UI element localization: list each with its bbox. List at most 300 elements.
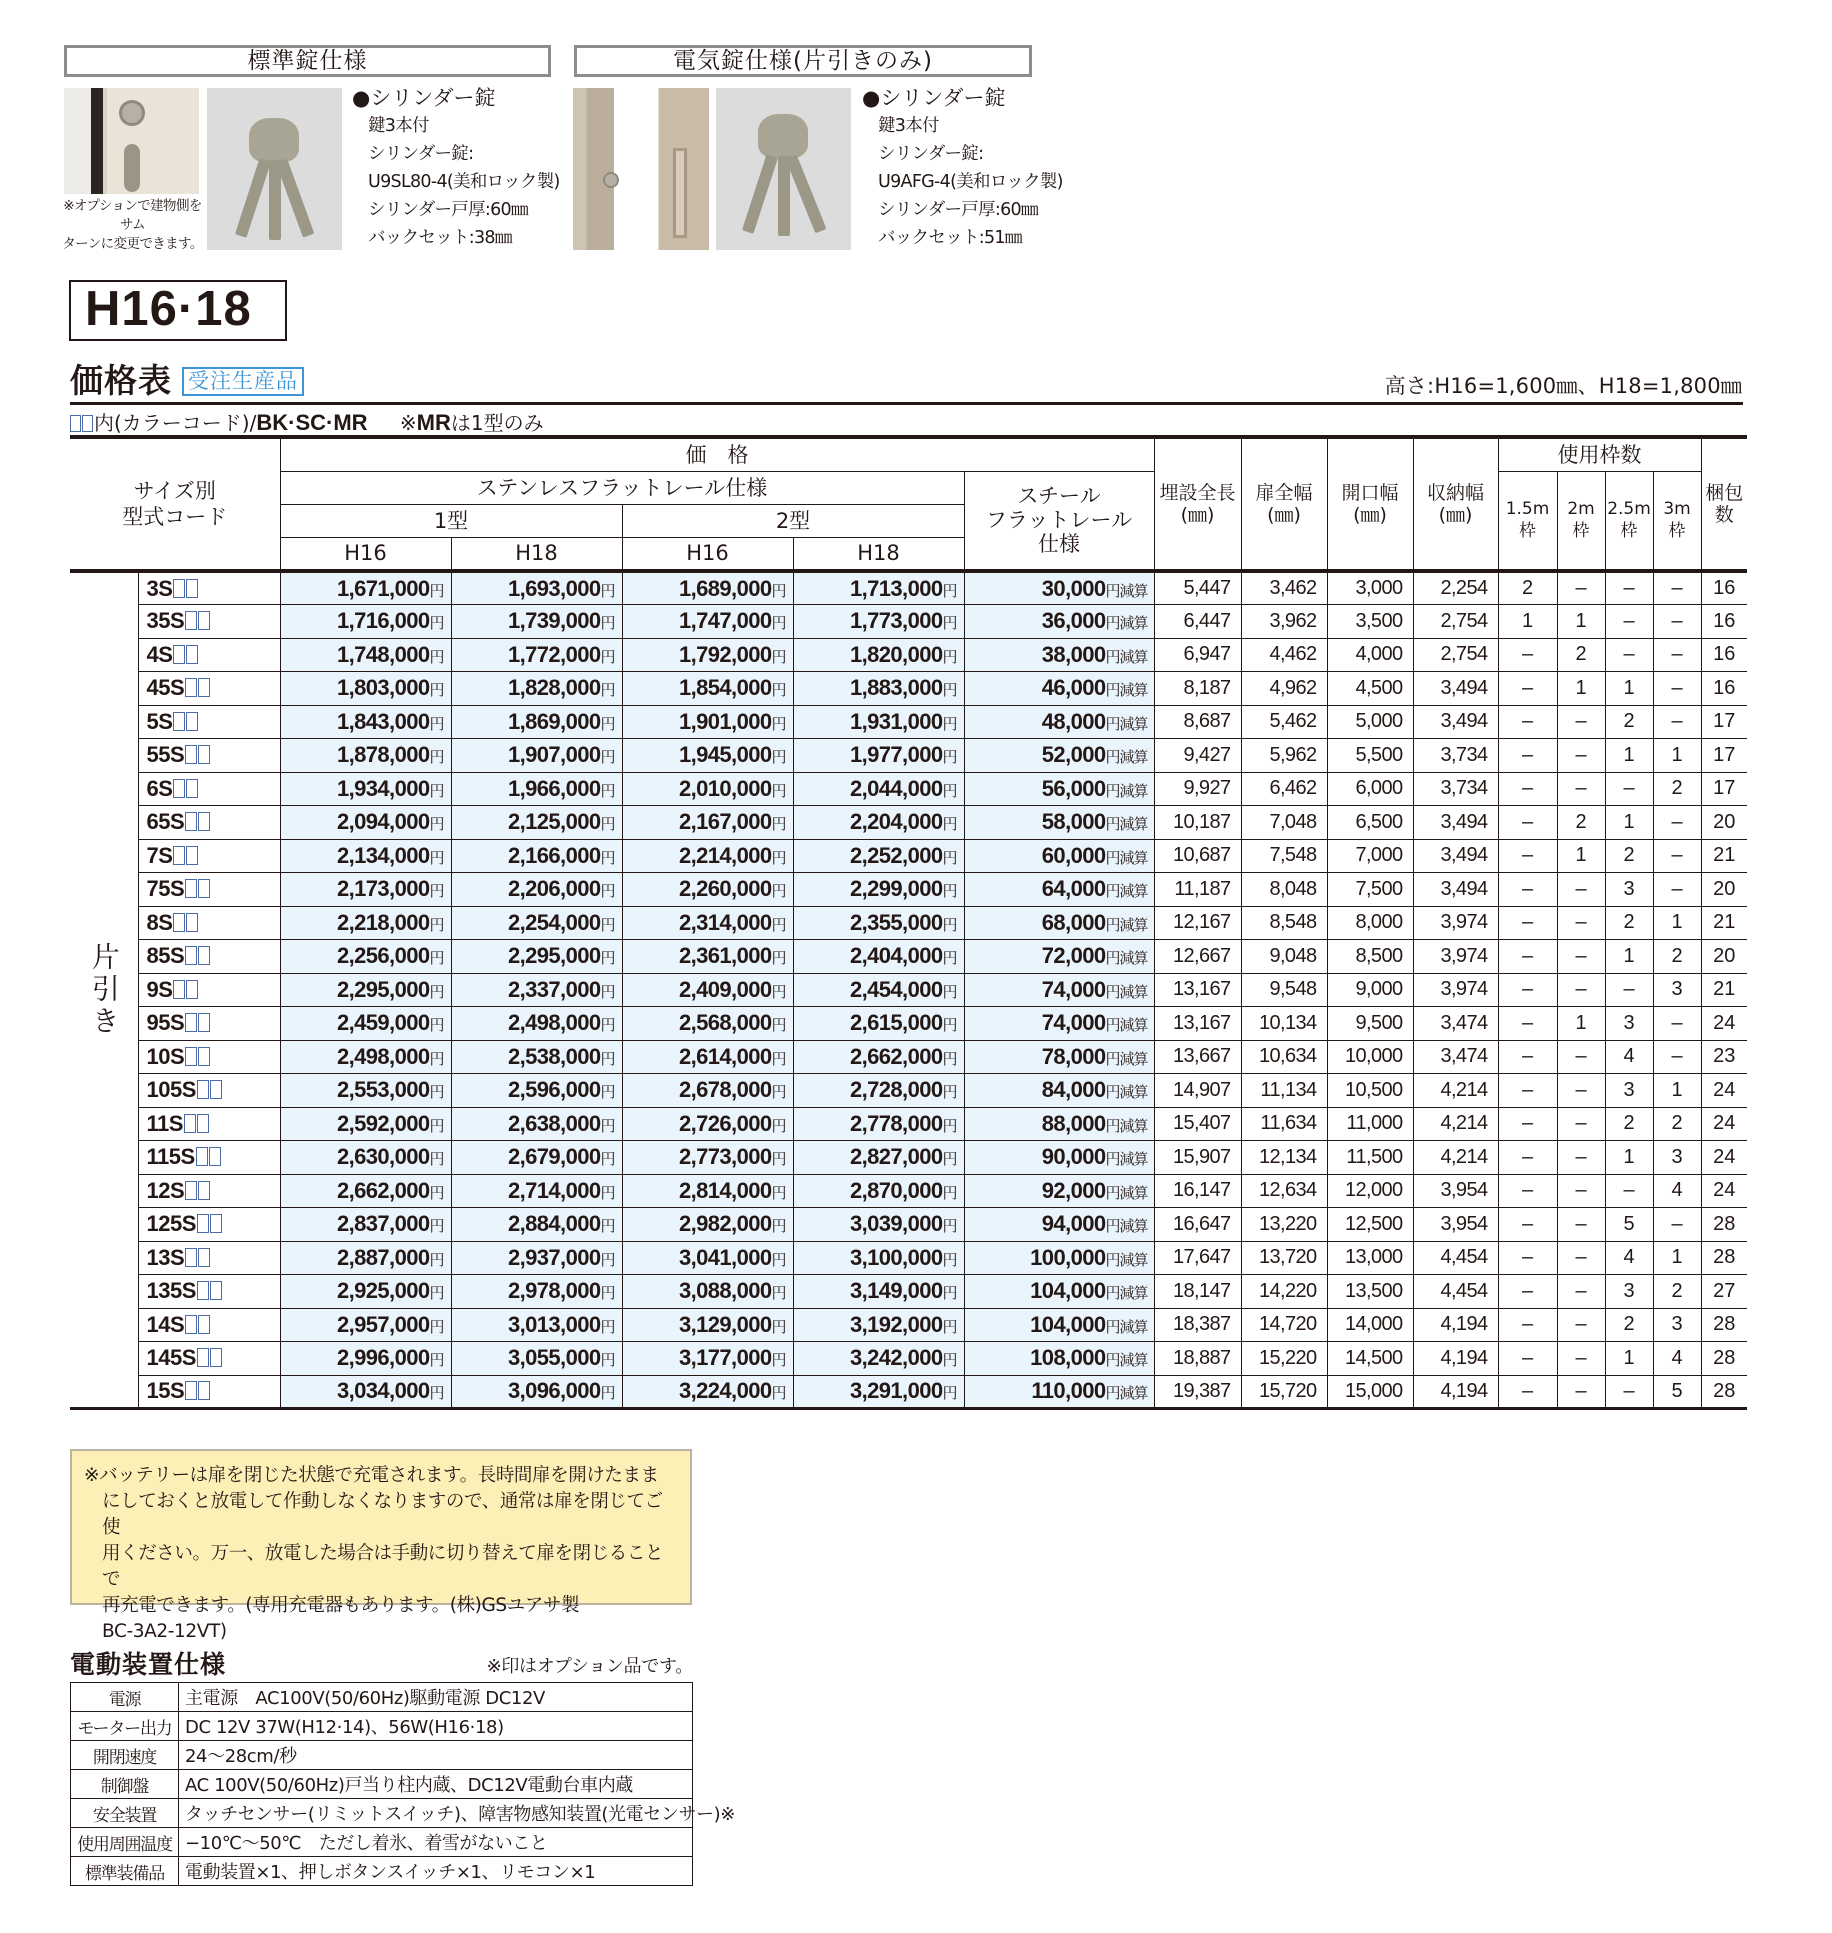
size-code: 7S [146,842,173,868]
frame-3m-count: 1 [1653,1241,1701,1275]
yen-unit: 円 [771,1083,787,1102]
color-code-box [185,678,197,697]
price-value: 1,773,000 [850,608,943,634]
yen-unit: 円 [600,915,616,934]
frame-2-5m-count: 1 [1605,806,1653,840]
price-t1-h18 [451,1208,622,1242]
opening-cell: 15,000 [1327,1375,1413,1409]
size-code-cell [138,672,280,706]
opening-cell: 10,500 [1327,1074,1413,1108]
storage-cell: 4,194 [1413,1308,1498,1342]
header-frames-used: 使用枠数 [1498,437,1701,471]
motor-spec-title: 電動装置仕様 [70,1650,227,1679]
header-type2-h16: H16 [622,537,793,571]
buried-cell: 10,187 [1154,806,1241,840]
price-t1-h16 [280,571,451,605]
yen-unit: 円 [600,848,616,867]
price-value: 2,925,000 [337,1278,430,1304]
frame-2-5m-count: 2 [1605,1308,1653,1342]
spec-line: バックセット:38㎜ [368,228,512,248]
price-steel-discount [964,638,1154,672]
price-value: 3,149,000 [850,1278,943,1304]
price-t2-h16 [622,940,793,974]
color-code-box [186,980,198,999]
price-value: 2,218,000 [337,909,430,935]
color-code-box [210,1080,222,1099]
frame-1-5m-count: – [1498,1208,1557,1242]
frame-1-5m-count: – [1498,873,1557,907]
size-code-cell [138,1007,280,1041]
size-code-cell [138,1141,280,1175]
frame-2-5m-count: 1 [1605,672,1653,706]
size-code: 8S [146,909,173,935]
color-codes: BK·SC·MR [256,410,368,435]
price-value: 2,454,000 [850,976,943,1002]
buried-cell: 11,187 [1154,873,1241,907]
color-code-box [184,1114,196,1133]
frame-3m-count: 2 [1653,1275,1701,1309]
price-t1-h18 [451,839,622,873]
yen-unit: 円 [600,1284,616,1303]
price-value: 2,996,000 [337,1345,430,1371]
yen-unit: 円 [942,1150,958,1169]
frame-3m-count: 2 [1653,940,1701,974]
header-buried-length [1154,437,1241,571]
height-note: 高さ:H16=1,600㎜、H18=1,800㎜ [1384,374,1742,398]
price-t2-h16 [622,1241,793,1275]
frame-3m-count: – [1653,1007,1701,1041]
yen-unit: 円 [429,848,445,867]
storage-cell: 3,494 [1413,839,1498,873]
table-row [70,1308,1747,1342]
spec-line: シリンダー戸厚:60㎜ [368,200,528,220]
header-door-width [1241,437,1327,571]
discount-suffix: 円減算 [1105,781,1148,800]
price-value: 2,206,000 [508,876,601,902]
opening-cell: 12,500 [1327,1208,1413,1242]
frame-2m-count: – [1557,1174,1605,1208]
yen-unit: 円 [600,1217,616,1236]
price-value: 2,553,000 [337,1077,430,1103]
door-cell: 7,548 [1241,839,1327,873]
price-t1-h16 [280,1275,451,1309]
frame-2-5m-count: – [1605,772,1653,806]
header-text: 3m [1663,499,1691,520]
standard-lock-title: 標準錠仕様 [64,45,551,77]
price-value: 1,713,000 [850,575,943,601]
color-code-box [186,779,198,798]
size-code-cell [138,906,280,940]
price-steel-discount [964,940,1154,974]
size-code: 95S [146,1010,185,1036]
yen-unit: 円 [942,982,958,1001]
price-value: 1,843,000 [337,708,430,734]
discount-value: 88,000 [1041,1110,1106,1136]
header-text: 仕様 [1038,532,1080,557]
price-value: 2,592,000 [337,1110,430,1136]
frame-2m-count: – [1557,1040,1605,1074]
yen-unit: 円 [429,1116,445,1135]
battery-note [70,1449,692,1642]
color-code-box [185,745,197,764]
price-t2-h18 [793,1308,964,1342]
package-count: 20 [1701,873,1747,907]
opening-cell: 7,500 [1327,873,1413,907]
note-code: MR [416,410,451,435]
price-t1-h18 [451,1275,622,1309]
frame-3m-count: – [1653,638,1701,672]
package-count: 28 [1701,1342,1747,1376]
yen-unit: 円 [771,748,787,767]
frame-1-5m-count: – [1498,1040,1557,1074]
price-t1-h18 [451,1174,622,1208]
price-t2-h18 [793,772,964,806]
frame-2m-count: – [1557,1107,1605,1141]
spec-line: 鍵3本付 [878,116,939,136]
yen-unit: 円 [771,1250,787,1269]
spec-line: U9AFG-4(美和ロック製) [878,172,1063,192]
price-value: 2,827,000 [850,1144,943,1170]
storage-cell: 3,734 [1413,739,1498,773]
price-value: 2,679,000 [508,1144,601,1170]
discount-suffix: 円減算 [1105,1384,1148,1403]
price-value: 3,224,000 [679,1378,772,1404]
price-value: 2,887,000 [337,1244,430,1270]
motor-spec-value: 電動装置×1、押しボタンスイッチ×1、リモコン×1 [179,1857,693,1886]
size-code-cell [138,1275,280,1309]
price-t2-h16 [622,1040,793,1074]
battery-note-line: にしておくと放電して作動しなくなりますので、通常は扉を閉じてご使 [102,1491,663,1538]
price-t2-h16 [622,1141,793,1175]
yen-unit: 円 [942,1183,958,1202]
buried-cell: 8,687 [1154,705,1241,739]
price-value: 3,096,000 [508,1378,601,1404]
frame-3m-count: 1 [1653,739,1701,773]
discount-value: 46,000 [1041,675,1106,701]
spec-line: U9SL80-4(美和ロック製) [368,172,560,192]
price-t2-h18 [793,1174,964,1208]
package-count: 24 [1701,1107,1747,1141]
yen-unit: 円 [600,1150,616,1169]
frame-3m-count: 5 [1653,1375,1701,1409]
price-t1-h16 [280,1074,451,1108]
price-value: 2,355,000 [850,909,943,935]
yen-unit: 円 [942,1049,958,1068]
yen-unit: 円 [771,781,787,800]
frame-2-5m-count: 3 [1605,1074,1653,1108]
price-t2-h16 [622,672,793,706]
yen-unit: 円 [429,581,445,600]
opening-cell: 11,000 [1327,1107,1413,1141]
storage-cell: 3,494 [1413,806,1498,840]
buried-cell: 10,687 [1154,839,1241,873]
discount-value: 108,000 [1030,1345,1106,1371]
price-t2-h18 [793,1007,964,1041]
price-value: 1,945,000 [679,742,772,768]
price-t2-h16 [622,1375,793,1409]
electric-keys-photo [716,88,851,250]
yen-unit: 円 [600,781,616,800]
handle-image [124,144,140,192]
price-value: 2,260,000 [679,876,772,902]
size-code: 4S [146,641,173,667]
door-cell: 11,634 [1241,1107,1327,1141]
price-t1-h16 [280,1174,451,1208]
frame-2m-count: – [1557,571,1605,605]
photo-note-line: ターンに変更できます。 [62,236,203,252]
price-value: 1,820,000 [850,641,943,667]
opening-cell: 6,500 [1327,806,1413,840]
photo-note-line: ※オプションで建物側をサム [63,198,202,233]
yen-unit: 円 [942,1083,958,1102]
price-t2-h18 [793,1040,964,1074]
discount-suffix: 円減算 [1105,915,1148,934]
package-count: 17 [1701,739,1747,773]
price-t2-h18 [793,873,964,907]
model-label: H16·18 [69,280,287,341]
price-value: 2,404,000 [850,943,943,969]
storage-cell: 3,954 [1413,1174,1498,1208]
door-cell: 9,048 [1241,940,1327,974]
frame-3m-count: 3 [1653,973,1701,1007]
price-t2-h18 [793,973,964,1007]
price-t1-h18 [451,739,622,773]
color-code-box [82,415,93,432]
price-t1-h18 [451,571,622,605]
yen-unit: 円 [600,1384,616,1403]
price-value: 2,256,000 [337,943,430,969]
discount-suffix: 円減算 [1105,1250,1148,1269]
price-value: 2,662,000 [850,1043,943,1069]
yen-unit: 円 [942,815,958,834]
header-frame-2-5m [1605,471,1653,571]
price-t2-h16 [622,1174,793,1208]
price-value: 2,614,000 [679,1043,772,1069]
spec-line: バックセット:51㎜ [878,228,1022,248]
frame-3m-count: 4 [1653,1174,1701,1208]
door-cell: 10,134 [1241,1007,1327,1041]
motor-spec-row [71,1712,693,1741]
motor-spec-value: タッチセンサー(リミットスイッチ)、障害物感知装置(光電センサー)※ [179,1799,693,1828]
price-t2-h16 [622,1007,793,1041]
price-t1-h16 [280,806,451,840]
table-row [70,973,1747,1007]
size-code-cell [138,1308,280,1342]
color-note-prefix: 内(カラーコード)/ [94,411,257,435]
yen-unit: 円 [771,1016,787,1035]
frame-2-5m-count: 4 [1605,1241,1653,1275]
price-value: 2,044,000 [850,775,943,801]
frame-2-5m-count: 1 [1605,1141,1653,1175]
spec-line: シリンダー錠: [878,144,984,164]
yen-unit: 円 [429,1284,445,1303]
discount-value: 52,000 [1041,742,1106,768]
price-t1-h16 [280,906,451,940]
motor-spec-label: モーター出力 [71,1712,179,1741]
package-count: 21 [1701,839,1747,873]
discount-value: 110,000 [1031,1378,1106,1404]
price-value: 3,177,000 [679,1345,772,1371]
frame-2-5m-count: – [1605,638,1653,672]
price-value: 2,166,000 [508,842,601,868]
storage-cell: 3,474 [1413,1040,1498,1074]
package-count: 16 [1701,672,1747,706]
price-value: 1,671,000 [337,575,430,601]
discount-suffix: 円減算 [1105,647,1148,666]
color-code-box [173,579,185,598]
price-value: 2,714,000 [508,1177,601,1203]
color-code-box [197,1080,209,1099]
price-value: 2,837,000 [337,1211,430,1237]
frame-1-5m-count: – [1498,906,1557,940]
color-code-box [186,913,198,932]
price-value: 2,295,000 [337,976,430,1002]
price-value: 1,772,000 [508,641,601,667]
yen-unit: 円 [942,1016,958,1035]
frame-2m-count: 1 [1557,605,1605,639]
discount-suffix: 円減算 [1105,1351,1148,1370]
price-value: 2,638,000 [508,1110,601,1136]
discount-value: 68,000 [1041,909,1106,935]
price-steel-discount [964,839,1154,873]
yen-unit: 円 [771,1284,787,1303]
header-text: サイズ別 [133,479,216,503]
price-value: 2,538,000 [508,1043,601,1069]
price-t1-h18 [451,906,622,940]
header-stainless: ステンレスフラットレール仕様 [280,471,964,504]
key-blade-image [785,155,826,234]
price-t2-h18 [793,705,964,739]
size-code: 9S [146,976,173,1002]
header-storage-width [1413,437,1498,571]
yen-unit: 円 [429,681,445,700]
yen-unit: 円 [429,1150,445,1169]
door-cell: 8,048 [1241,873,1327,907]
door-cell: 13,220 [1241,1208,1327,1242]
discount-suffix: 円減算 [1105,1183,1148,1202]
size-code-cell [138,806,280,840]
size-code: 55S [146,742,185,768]
yen-unit: 円 [942,681,958,700]
header-text: 開口幅 [1341,482,1399,504]
table-row [70,1375,1747,1409]
yen-unit: 円 [600,714,616,733]
yen-unit: 円 [429,1083,445,1102]
table-row [70,806,1747,840]
price-t2-h16 [622,772,793,806]
price-t2-h16 [622,638,793,672]
color-code-box [185,611,197,630]
price-t1-h16 [280,638,451,672]
package-count: 20 [1701,940,1747,974]
frame-3m-count: – [1653,873,1701,907]
color-code-box [198,678,210,697]
price-steel-discount [964,739,1154,773]
discount-value: 74,000 [1041,976,1106,1002]
table-row [70,940,1747,974]
buried-cell: 9,427 [1154,739,1241,773]
buried-cell: 15,907 [1154,1141,1241,1175]
header-text: 埋設全長 [1159,482,1236,504]
frame-1-5m-count: – [1498,940,1557,974]
frame-2m-count: – [1557,1141,1605,1175]
frame-2m-count: – [1557,873,1605,907]
price-t1-h16 [280,739,451,773]
yen-unit: 円 [771,1384,787,1403]
frame-2m-count: 2 [1557,638,1605,672]
table-row [70,839,1747,873]
price-t2-h18 [793,1141,964,1175]
price-t1-h16 [280,772,451,806]
yen-unit: 円 [942,1351,958,1370]
price-steel-discount [964,1241,1154,1275]
header-type1-h18: H18 [451,537,622,571]
table-row [70,638,1747,672]
table-row [70,1074,1747,1108]
color-code-box [173,779,185,798]
discount-value: 48,000 [1041,708,1106,734]
size-code-cell [138,1040,280,1074]
pull-handle-image [673,148,687,238]
size-code: 45S [146,675,185,701]
frame-3m-count: 3 [1653,1141,1701,1175]
price-steel-discount [964,973,1154,1007]
price-t1-h18 [451,1308,622,1342]
frame-3m-count: – [1653,571,1701,605]
color-code-box [198,1315,210,1334]
price-t2-h16 [622,1107,793,1141]
price-value: 2,814,000 [679,1177,772,1203]
spec-line: 鍵3本付 [368,116,429,136]
table-row [70,1141,1747,1175]
price-t1-h16 [280,1308,451,1342]
price-steel-discount [964,1141,1154,1175]
price-value: 1,854,000 [679,675,772,701]
price-value: 1,966,000 [508,775,601,801]
color-code-box [198,611,210,630]
discount-value: 94,000 [1041,1211,1106,1237]
frame-2-5m-count: 1 [1605,1342,1653,1376]
price-t2-h16 [622,1074,793,1108]
price-t2-h18 [793,1375,964,1409]
motor-spec-value: 主電源 AC100V(50/60Hz)駆動電源 DC12V [179,1683,693,1712]
opening-cell: 10,000 [1327,1040,1413,1074]
size-code: 105S [146,1077,196,1103]
discount-value: 72,000 [1041,943,1106,969]
frame-2-5m-count: – [1605,605,1653,639]
price-t1-h16 [280,1141,451,1175]
yen-unit: 円 [600,949,616,968]
price-t2-h16 [622,1308,793,1342]
cylinder-image [119,100,145,126]
storage-cell: 2,754 [1413,605,1498,639]
price-value: 3,100,000 [850,1244,943,1270]
discount-suffix: 円減算 [1105,882,1148,901]
header-text: 扉全幅 [1255,482,1313,504]
price-value: 2,678,000 [679,1077,772,1103]
key-blade-image [742,154,778,234]
price-value: 2,010,000 [679,775,772,801]
price-value: 2,173,000 [337,876,430,902]
table-row [70,1241,1747,1275]
yen-unit: 円 [429,882,445,901]
door-cell: 7,048 [1241,806,1327,840]
price-t2-h18 [793,906,964,940]
discount-value: 104,000 [1030,1278,1106,1304]
storage-cell: 4,194 [1413,1342,1498,1376]
price-value: 2,615,000 [850,1010,943,1036]
color-code-box [185,812,197,831]
